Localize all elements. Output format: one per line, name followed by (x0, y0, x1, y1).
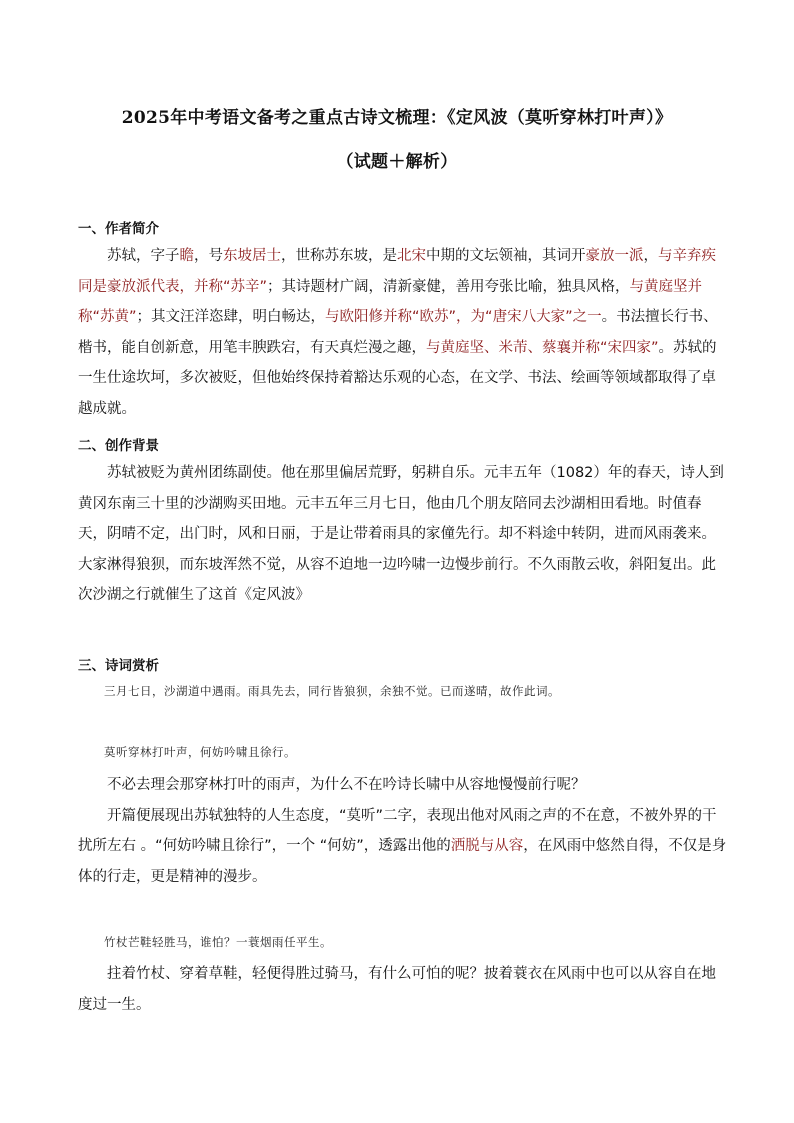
document-title: 2025年中考语文备考之重点古诗文梳理：《定风波（莫听穿林打叶声）》 (121, 108, 673, 128)
author-intro-text: ，号 (194, 248, 223, 264)
verse-1-analysis (78, 801, 730, 893)
author-intro-highlight: 豪放一派 (585, 248, 644, 264)
poem-preface: 三月七日，沙湖道中遇雨。雨具先去，同行皆狼狈，余独不觉。已而遂晴，故作此词。 (104, 684, 560, 698)
verse-2-translation: 拄着竹杖、穿着草鞋，轻便得胜过骑马，有什么可怕的呢？披着蓑衣在风雨中也可以从容自在地度过一生。 (78, 966, 716, 1013)
author-intro-highlight: 与辛弃疾同是豪放派代表，并称“苏辛” (78, 248, 716, 295)
verse-2-explanation (78, 959, 730, 1020)
verse-1-explanation (78, 770, 730, 892)
background-text: 苏轼被贬为黄州团练副使。他在那里偏居荒野，躬耕自乐。元丰五年（1082）年的春天，诗人到黄冈东南三十里的沙湖购买田地。元丰五年三月七日，他由几个朋友陪同去沙湖相田看地。时值春天，阴晴不定，出门时，风和日丽，于是让带着雨具的家僮先行。却不料途中转阴，进而风雨袭来。大家淋得狼狈，而东坡浑然不觉，从容不迫地一边吟啸一边慢步前行。不久雨散云收，斜阳复出。此次沙湖之行就催生了这首《定风波》 (78, 465, 724, 603)
background-paragraph (78, 458, 730, 611)
author-intro-highlight: 东坡居士 (223, 248, 281, 264)
author-intro-highlight: 与欧阳修并称“欧苏”，为“唐宋八大家”之一 (325, 309, 602, 325)
section-heading-appreciation: 三、诗词赏析 (78, 658, 159, 674)
section-heading-background: 二、创作背景 (78, 438, 159, 454)
section-heading-author: 一、作者简介 (78, 221, 159, 237)
author-intro-text: 中期的文坛领袖，其词开 (426, 248, 586, 264)
document-subtitle: （试题＋解析） (336, 152, 458, 172)
verse-1-analysis-text: 开篇便展现出苏轼独特的人生态度，“莫听”二字，表现出他对风雨之声的不在意，不被外界的干扰所左右 。“何妨吟啸且徐行”，一个 “何妨”，透露出他的 (78, 807, 717, 854)
poem-verse-2: 竹杖芒鞋轻胜马，谁怕？一蓑烟雨任平生。 (104, 935, 332, 949)
author-intro-text: 。苏轼的一生仕途坎坷，多次被贬，但他始终保持着豁达乐观的心态，在文学、书法、绘画等领域都取得了卓越成就。 (78, 339, 717, 417)
author-intro-text (78, 241, 730, 424)
poem-verse-1: 莫听穿林打叶声，何妨吟啸且徐行。 (104, 745, 296, 759)
author-intro-text: 苏轼，字子 (107, 248, 180, 264)
author-intro-text: ， (643, 248, 658, 264)
verse-1-analysis-text: ，在风雨中悠然自得，不仅是身体的行走，更是精神的漫步。 (78, 838, 727, 885)
author-intro-text: ，世称苏东坡，是 (281, 248, 397, 264)
author-intro-highlight: 北宋 (397, 248, 426, 264)
verse-1-translation: 不必去理会那穿林打叶的雨声，为什么不在吟诗长啸中从容地慢慢前行呢？ (107, 777, 586, 793)
author-intro-paragraph (78, 241, 730, 424)
author-intro-highlight: 与黄庭坚、米芾、蔡襄并称“宋四家” (426, 339, 659, 356)
author-intro-text: 。书法擅长行书、楷书，能自创新意，用笔丰腴跌宕，有天真烂漫之趣， (78, 309, 718, 356)
author-intro-text: ；其文汪洋恣肆，明白畅达， (136, 309, 326, 325)
author-intro-text: ；其诗题材广阔，清新豪健，善用夸张比喻，独具风格， (267, 278, 630, 295)
verse-1-analysis-highlight: 洒脱与从容 (450, 838, 524, 854)
author-intro-highlight: 瞻 (179, 248, 194, 264)
author-intro-highlight: 与黄庭坚并称“苏黄” (78, 278, 703, 325)
